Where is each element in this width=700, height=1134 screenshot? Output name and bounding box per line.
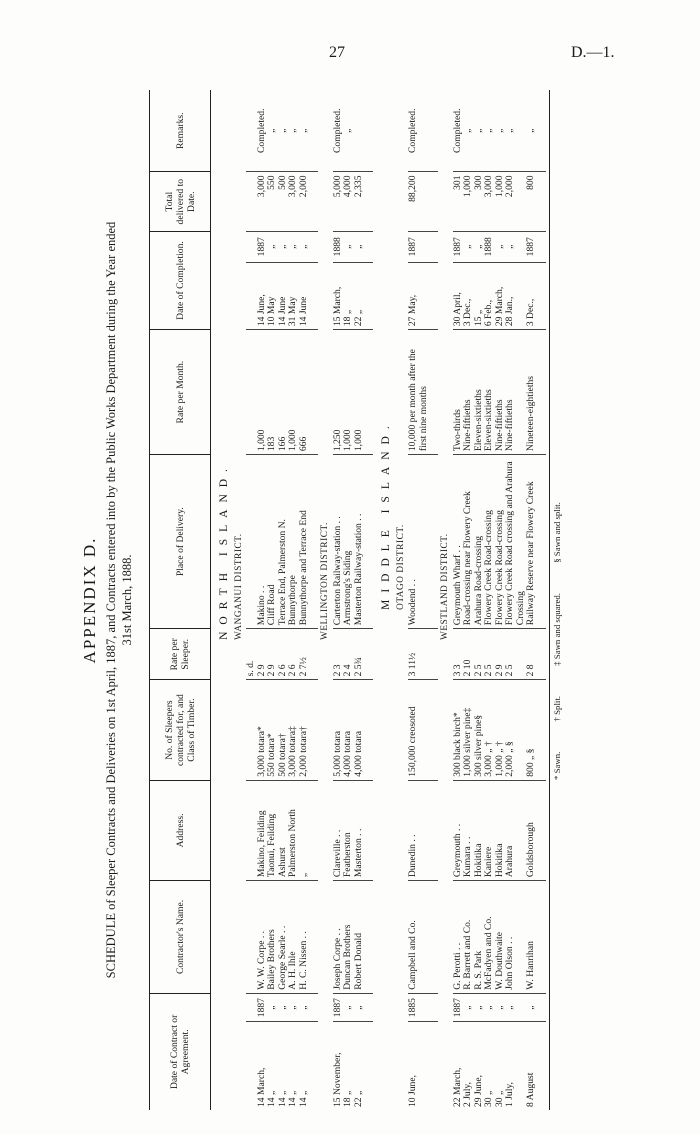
table-row bbox=[267, 90, 278, 1110]
westland-district-heading: WESTLAND DISTRICT. bbox=[439, 533, 449, 640]
rate-per-sleeper: 2 5 bbox=[505, 629, 526, 680]
rate-per-sleeper: 2 6 bbox=[288, 629, 299, 680]
title-line-2: 31st March, 1888. bbox=[120, 554, 134, 646]
total-delivered: 301 bbox=[453, 172, 464, 231]
completion-date: 6 Feb., bbox=[484, 262, 495, 330]
contract-year: „ bbox=[343, 993, 354, 1022]
sleepers-contracted: 550 totara* bbox=[267, 680, 278, 780]
rate-per-month: 166 bbox=[278, 330, 289, 455]
header-contractor: Contractor's Name. bbox=[150, 881, 211, 994]
contract-date: 29 June, bbox=[472, 1075, 484, 1107]
sleeper-schedule-table bbox=[149, 90, 546, 1110]
remarks: „ bbox=[526, 90, 537, 172]
contractor-name: H. C. Nissen . . bbox=[299, 881, 310, 994]
contract-date: 22 March, bbox=[451, 1067, 463, 1107]
completion-date: 15 March, bbox=[333, 262, 344, 330]
remarks: „ bbox=[288, 90, 299, 172]
completion-year: 1887 bbox=[257, 231, 268, 262]
otago-district-heading: OTAGO DISTRICT. bbox=[394, 524, 405, 610]
place-of-delivery: Cliff Road bbox=[267, 455, 278, 629]
address: Makino, Feilding bbox=[257, 780, 268, 880]
sleepers-contracted: 5,000 totara bbox=[333, 680, 344, 780]
wanganui-district-heading: WANGANUI DISTRICT. bbox=[232, 533, 243, 640]
rate-per-sleeper: 3 11½ bbox=[408, 629, 429, 680]
contract-year: 1887 bbox=[257, 993, 268, 1022]
completion-year: „ bbox=[299, 231, 310, 262]
header-address: Address. bbox=[150, 780, 211, 880]
sleepers-contracted: 800 „ § bbox=[526, 680, 537, 780]
place-of-delivery: Woodend . . bbox=[408, 455, 429, 629]
completion-date: 10 May bbox=[267, 262, 278, 330]
contractor-name: A. H. Ihle bbox=[288, 881, 299, 994]
rate-per-sleeper: 2 5 bbox=[474, 629, 485, 680]
contractor-name: W. Douthwaite bbox=[495, 881, 506, 994]
contractor-name: Campbell and Co. bbox=[408, 881, 429, 994]
place-of-delivery: Railway Reserve near Flowery Creek bbox=[526, 455, 537, 629]
contractor-name: G. Perotti . . bbox=[453, 881, 464, 994]
rate-per-sleeper: 2 9 bbox=[495, 629, 506, 680]
contract-date: 30 „ bbox=[493, 1090, 505, 1107]
completion-year: 1887 bbox=[408, 231, 429, 262]
header-rate: Rate per Sleeper. bbox=[150, 629, 211, 680]
place-of-delivery: Greymouth Wharf . . bbox=[453, 455, 464, 629]
contract-year: 1887 bbox=[453, 993, 464, 1022]
address: Taonui, Feilding bbox=[267, 780, 278, 880]
completion-year: „ bbox=[288, 231, 299, 262]
rate-per-month: Two-thirds bbox=[453, 330, 464, 455]
contractor-name: Robert Donald bbox=[354, 881, 365, 994]
contractor-name: Duncan Brothers bbox=[343, 881, 354, 994]
contract-date: 10 June, bbox=[407, 1075, 418, 1107]
contractor-name: R. S. Park bbox=[474, 881, 485, 994]
header-date-contract: Date of Contract or Agreement. bbox=[150, 993, 211, 1110]
address: Goldsborough bbox=[526, 780, 537, 880]
address: Hokitika bbox=[474, 780, 485, 880]
contract-date: 14 „ bbox=[266, 1090, 277, 1107]
address: Clareville . . bbox=[333, 780, 344, 880]
north-island-heading: NORTH ISLAND. bbox=[218, 462, 230, 640]
remarks: Completed. bbox=[408, 90, 429, 172]
remarks: „ bbox=[474, 90, 485, 172]
address: Featherston bbox=[343, 780, 354, 880]
contract-year: „ bbox=[267, 993, 278, 1022]
contract-date: 18 „ bbox=[342, 1090, 353, 1107]
wellington-district-heading: WELLINGTON DISTRICT. bbox=[319, 522, 329, 640]
contract-year: 1885 bbox=[408, 993, 429, 1022]
place-of-delivery: Armstrong's Siding bbox=[343, 455, 354, 629]
remarks: „ bbox=[343, 90, 354, 172]
remarks: „ bbox=[484, 90, 495, 172]
sleepers-contracted: 300 silver pine§ bbox=[474, 680, 485, 780]
header-sleepers: No. of Sleepers contracted for, and Class of Timber. bbox=[150, 680, 211, 780]
contract-year: „ bbox=[474, 993, 485, 1022]
completion-year: „ bbox=[495, 231, 506, 262]
total-delivered: 2,335 bbox=[354, 172, 365, 231]
contract-year: 1887 bbox=[333, 993, 344, 1022]
place-of-delivery: Flowery Creek Road-crossing bbox=[484, 455, 495, 629]
contract-year: „ bbox=[526, 993, 537, 1022]
rate-per-sleeper: 2 8 bbox=[526, 629, 537, 680]
place-of-delivery: Bunnythorpe bbox=[288, 455, 299, 629]
rate-per-sleeper: 2 9 bbox=[267, 629, 278, 680]
header-remarks: Remarks. bbox=[150, 90, 211, 172]
schedule-title bbox=[103, 90, 135, 1110]
completion-date: 15 „ bbox=[474, 262, 485, 330]
header-row bbox=[150, 90, 211, 1110]
contract-date: 14 „ bbox=[287, 1090, 298, 1107]
table-row bbox=[299, 90, 310, 1110]
contract-date: 22 „ bbox=[352, 1090, 364, 1107]
completion-year: „ bbox=[354, 231, 365, 262]
place-of-delivery: Flowery Creek Road crossing and Arahura Crossing bbox=[505, 455, 526, 629]
contractor-name: W. Hanrihan bbox=[526, 881, 537, 994]
total-delivered: 3,000 bbox=[484, 172, 495, 231]
rate-per-sleeper: 3 3 bbox=[453, 629, 464, 680]
rate-per-month: 1,000 bbox=[257, 330, 268, 455]
rate-per-month: 1,250 bbox=[333, 330, 344, 455]
completion-date: 27 May, bbox=[408, 262, 429, 330]
rate-per-month: 183 bbox=[267, 330, 278, 455]
appendix-heading: APPENDIX D. bbox=[80, 536, 99, 664]
rate-per-month: 1,000 bbox=[343, 330, 354, 455]
completion-year: „ bbox=[505, 231, 526, 262]
middle-island-heading: MIDDLE ISLAND. bbox=[380, 419, 392, 610]
total-delivered: 4,000 bbox=[343, 172, 354, 231]
rate-per-sleeper: 2 5 bbox=[484, 629, 495, 680]
total-delivered: 800 bbox=[526, 172, 537, 231]
completion-year: „ bbox=[343, 231, 354, 262]
completion-date: 30 April, bbox=[453, 262, 464, 330]
contract-date: 30 „ bbox=[483, 1090, 494, 1107]
table-row bbox=[484, 90, 495, 1110]
contractor-name: McFadyen and Co. bbox=[484, 881, 495, 994]
sleepers-contracted: 3,000 totara* bbox=[257, 680, 268, 780]
completion-date: 14 June bbox=[299, 262, 310, 330]
rate-per-month: 1,000 bbox=[288, 330, 299, 455]
sleepers-contracted: 3,000 „ † bbox=[484, 680, 495, 780]
place-of-delivery: Flowery Creek Road-crossing bbox=[495, 455, 506, 629]
sleepers-contracted: 150,000 creosoted bbox=[408, 680, 429, 780]
footnote-sawn: * Sawn. bbox=[551, 751, 562, 780]
sleepers-contracted: 4,000 totara bbox=[343, 680, 354, 780]
sleepers-contracted: 1,000 silver pine‡ bbox=[463, 680, 474, 780]
sleepers-contracted: 300 black birch* bbox=[453, 680, 464, 780]
total-delivered: 300 bbox=[474, 172, 485, 231]
rate-per-sleeper: 2 4 bbox=[343, 629, 354, 680]
rate-per-sleeper: 2 10 bbox=[463, 629, 474, 680]
completion-year: 1888 bbox=[484, 231, 495, 262]
table-row bbox=[408, 90, 429, 1110]
title-line-1: SCHEDULE of Sleeper Contracts and Deliveries on 1st April, 1887, and Contracts entered into by the Public Works Department during the Year ended bbox=[104, 221, 118, 979]
place-of-delivery: Terrace End, Palmerston N. bbox=[278, 455, 289, 629]
table-row bbox=[505, 90, 526, 1110]
place-of-delivery: Carterton Railway-station . . bbox=[333, 455, 344, 629]
contractor-name: R. Barrett and Co. bbox=[463, 881, 474, 994]
address: Palmerston North bbox=[288, 780, 299, 880]
contract-date: 14 „ bbox=[297, 1090, 309, 1107]
address: Greymouth . . bbox=[453, 780, 464, 880]
footnote-sawn-split: § Sawn and split. bbox=[551, 502, 562, 563]
total-delivered: 5,000 bbox=[333, 172, 344, 231]
completion-date: 18 „ bbox=[343, 262, 354, 330]
header-place: Place of Delivery. bbox=[150, 455, 211, 629]
total-delivered: 2,000 bbox=[505, 172, 526, 231]
rate-per-month: Nineteen-eightieths bbox=[526, 330, 537, 455]
contract-year: „ bbox=[299, 993, 310, 1022]
contract-year: „ bbox=[484, 993, 495, 1022]
address: Masterton . . bbox=[354, 780, 365, 880]
contract-date: 14 „ bbox=[276, 1090, 288, 1107]
rate-per-sleeper: 2 7½ bbox=[299, 629, 310, 680]
rate-per-sleeper: 2 9 bbox=[257, 629, 268, 680]
contract-year: „ bbox=[463, 993, 474, 1022]
completion-year: „ bbox=[267, 231, 278, 262]
rate-per-month: 10,000 per month after the first nine months bbox=[408, 330, 429, 455]
place-of-delivery: Bunnythorpe and Terrace End bbox=[299, 455, 310, 629]
remarks: Completed. bbox=[453, 90, 464, 172]
table-row bbox=[354, 90, 365, 1110]
contract-date: 8 August bbox=[525, 1072, 536, 1107]
total-delivered: 1,000 bbox=[463, 172, 474, 231]
rate-per-month: 666 bbox=[299, 330, 310, 455]
rate-per-month: Eleven-sixtieths bbox=[474, 330, 485, 455]
address: Ashurst bbox=[278, 780, 289, 880]
page-number: 27 bbox=[329, 44, 345, 61]
rate-per-sleeper: 2 6 bbox=[278, 629, 289, 680]
contract-date: 14 March, bbox=[255, 1067, 267, 1107]
contract-year: „ bbox=[288, 993, 299, 1022]
address: Kumara . . bbox=[463, 780, 474, 880]
total-delivered: 500 bbox=[278, 172, 289, 231]
remarks: Completed. bbox=[333, 90, 344, 172]
completion-year: „ bbox=[278, 231, 289, 262]
contractor-name: John Olson . . bbox=[505, 881, 526, 994]
sleepers-contracted: 4,000 totara bbox=[354, 680, 365, 780]
completion-date: 3 Dec., bbox=[526, 262, 537, 330]
footnote-sawn-squared: ‡ Sawn and squared. bbox=[551, 593, 562, 666]
contractor-name: George Searle . . bbox=[278, 881, 289, 994]
remarks: „ bbox=[463, 90, 474, 172]
total-delivered: 1,000 bbox=[495, 172, 506, 231]
total-delivered: 550 bbox=[267, 172, 278, 231]
address: „ bbox=[299, 780, 310, 880]
contractor-name: Joseph Corpe . . bbox=[333, 881, 344, 994]
remarks: „ bbox=[278, 90, 289, 172]
total-delivered: 3,000 bbox=[288, 172, 299, 231]
sleepers-contracted: 1,000 „ † bbox=[495, 680, 506, 780]
rate-per-month: Eleven-sixtieths bbox=[484, 330, 495, 455]
completion-year: „ bbox=[474, 231, 485, 262]
contract-date: 2 July, bbox=[462, 1082, 473, 1107]
completion-date: 14 June, bbox=[257, 262, 268, 330]
completion-date: 14 June bbox=[278, 262, 289, 330]
contract-date: 1 July, bbox=[504, 1082, 515, 1107]
remarks: „ bbox=[267, 90, 278, 172]
sleepers-contracted: 2,000 totara† bbox=[299, 680, 310, 780]
contractor-name: Bailey Brothers bbox=[267, 881, 278, 994]
header-completion: Date of Completion. bbox=[150, 231, 211, 329]
address: Dunedin . . bbox=[408, 780, 429, 880]
remarks: Completed. bbox=[257, 90, 268, 172]
rate-per-month: Nine-fiftieths bbox=[495, 330, 506, 455]
contract-year: „ bbox=[495, 993, 506, 1022]
footnote-split: † Split. bbox=[551, 696, 562, 722]
remarks: „ bbox=[299, 90, 310, 172]
contract-date: 15 November, bbox=[331, 1052, 343, 1107]
document-reference: D.—1. bbox=[571, 44, 615, 61]
table-row bbox=[343, 90, 354, 1110]
completion-year: 1887 bbox=[453, 231, 464, 262]
completion-date: 29 March, bbox=[495, 262, 506, 330]
place-of-delivery: Arahura Road-crossing bbox=[474, 455, 485, 629]
completion-year: 1887 bbox=[526, 231, 537, 262]
completion-date: 28 Jan., bbox=[505, 262, 526, 330]
contract-year: „ bbox=[505, 993, 526, 1022]
rate-per-month: 1,000 bbox=[354, 330, 365, 455]
contract-year: „ bbox=[354, 993, 365, 1022]
place-of-delivery: Makino . . bbox=[257, 455, 268, 629]
table-row bbox=[526, 90, 537, 1110]
place-of-delivery: Road-crossing near Flowery Creek bbox=[463, 455, 474, 629]
rate-per-sleeper: 2 3 bbox=[333, 629, 344, 680]
completion-year: 1888 bbox=[333, 231, 344, 262]
total-delivered: 3,000 bbox=[257, 172, 268, 231]
rotated-schedule bbox=[80, 90, 640, 1110]
completion-date: 22 „ bbox=[354, 262, 365, 330]
remarks bbox=[354, 90, 365, 172]
address: Kaniere bbox=[484, 780, 495, 880]
total-delivered: 88,200 bbox=[408, 172, 429, 231]
sleepers-contracted: 2,000 „ § bbox=[505, 680, 526, 780]
table-row bbox=[288, 90, 299, 1110]
remarks: „ bbox=[505, 90, 526, 172]
completion-year: „ bbox=[463, 231, 474, 262]
sleepers-contracted: 3,000 totara‡ bbox=[288, 680, 299, 780]
contract-year: „ bbox=[278, 993, 289, 1022]
contractor-name: W. W. Corpe . . bbox=[257, 881, 268, 994]
address: Hokitika bbox=[495, 780, 506, 880]
footnotes bbox=[549, 90, 562, 1110]
remarks: „ bbox=[495, 90, 506, 172]
completion-date: 3 Dec., bbox=[463, 262, 474, 330]
completion-date: 31 May bbox=[288, 262, 299, 330]
header-total: Total delivered to Date. bbox=[150, 172, 211, 231]
place-of-delivery: Masterton Railway-station . . bbox=[354, 455, 365, 629]
rate-per-month: Nine-fiftieths bbox=[505, 330, 526, 455]
rate-per-sleeper: 2 5¾ bbox=[354, 629, 365, 680]
header-rate-month: Rate per Month. bbox=[150, 330, 211, 455]
address: Arahura bbox=[505, 780, 526, 880]
rate-per-month: Nine-fiftieths bbox=[463, 330, 474, 455]
sleepers-contracted: 500 totara† bbox=[278, 680, 289, 780]
table-row bbox=[463, 90, 474, 1110]
rate-unit-label: s. d. bbox=[246, 629, 257, 680]
total-delivered: 2,000 bbox=[299, 172, 310, 231]
